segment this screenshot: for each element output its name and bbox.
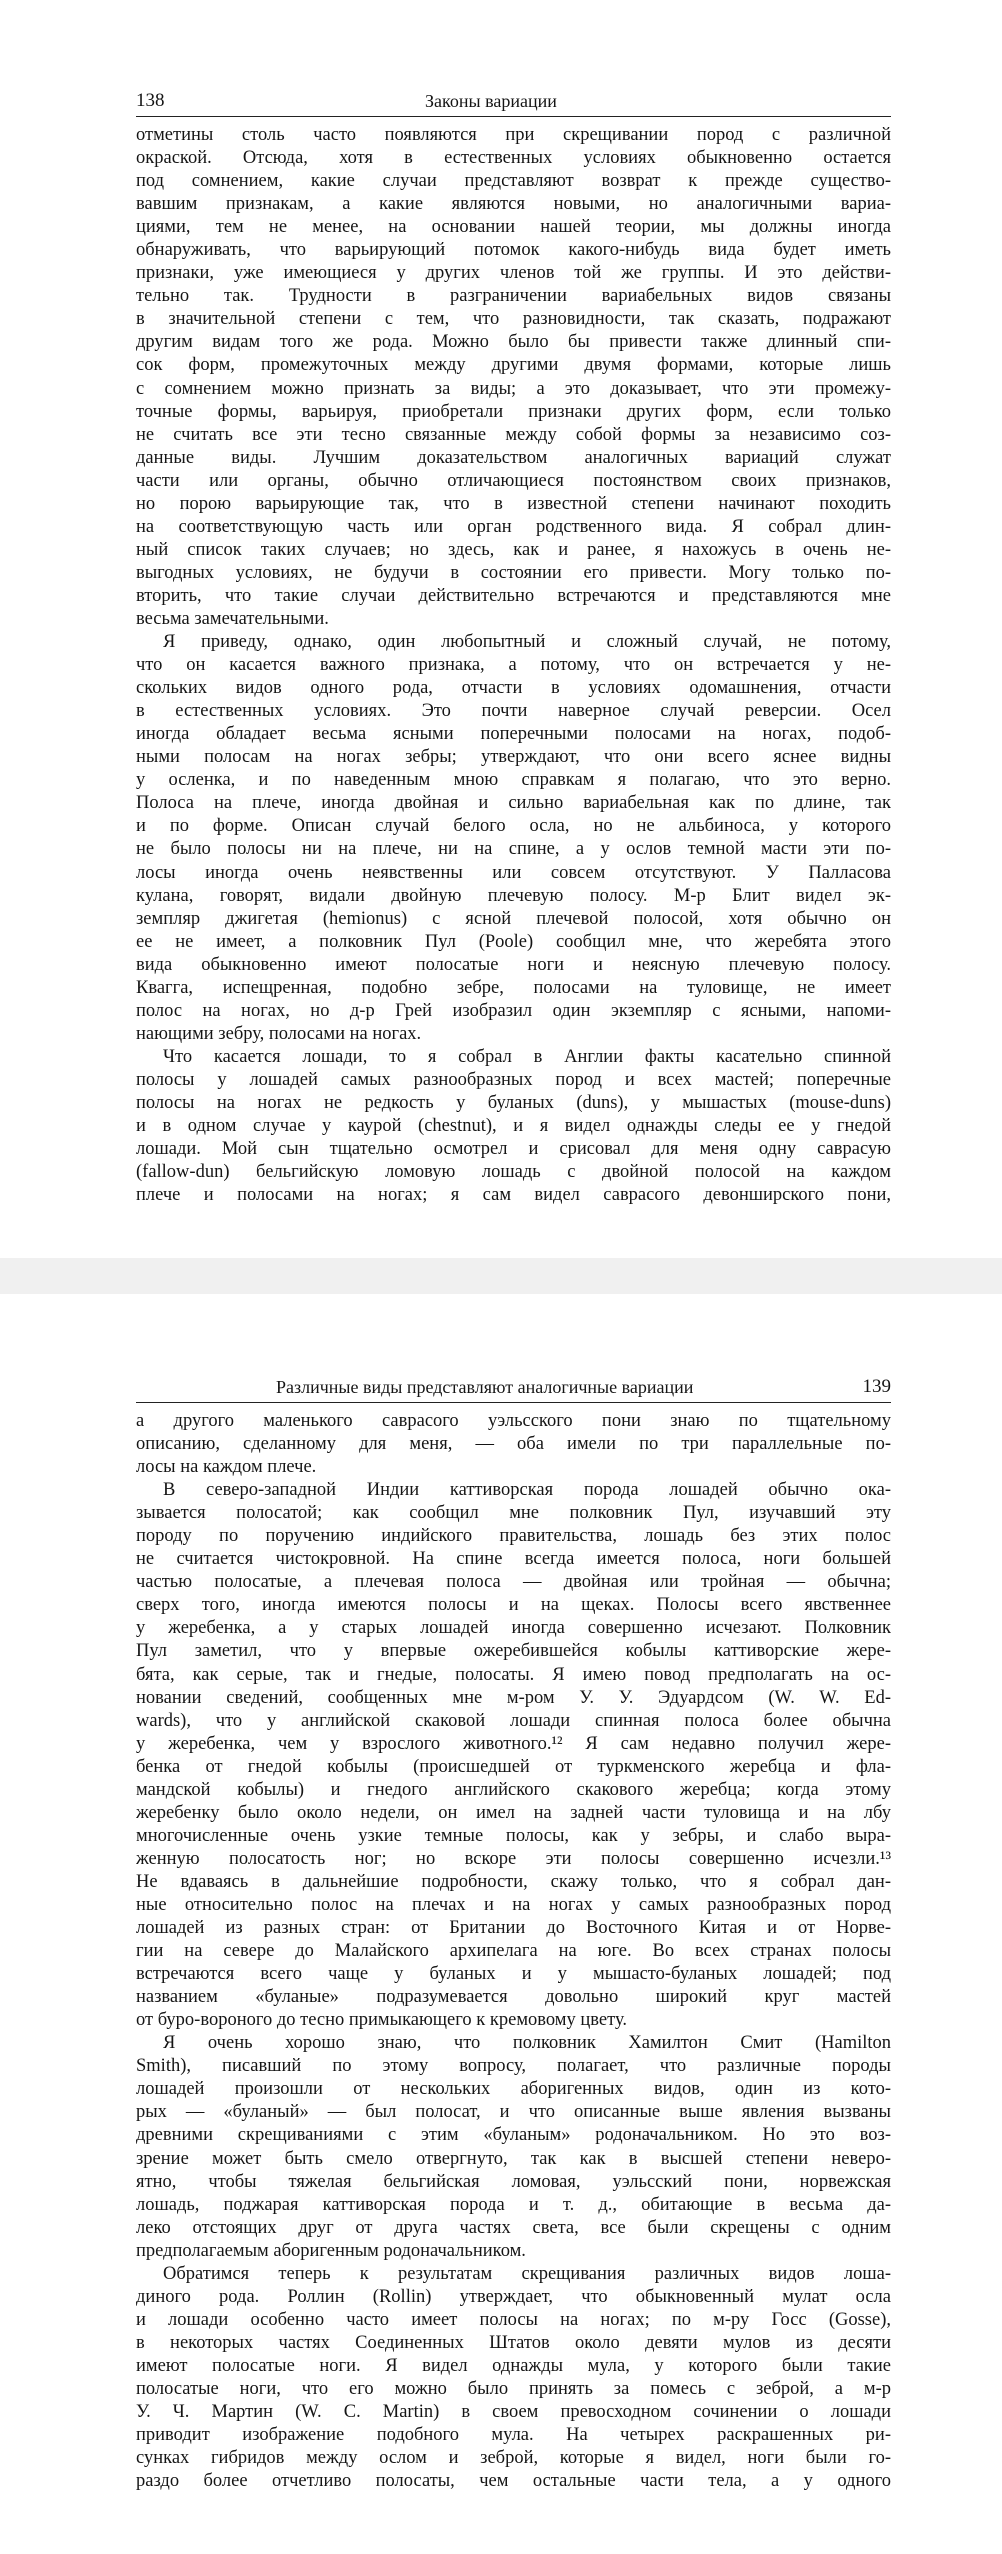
text-line: вторить, что такие случаи действительно встречаются и представляются мне: [136, 585, 891, 606]
text-line: Что касается лошади, то я собрал в Англии факты касательно спинной: [163, 1046, 891, 1067]
text-line: новании сведений, сообщенных мне м-ром У. У. Эдуардсом (W. W. Ed-: [136, 1687, 891, 1708]
text-line: скольких видов одного рода, отчасти в условиях одомашнения, отчасти: [136, 678, 891, 699]
text-line: описанию, сделанному для меня, — оба имели по три параллельные по-: [136, 1434, 891, 1455]
text-line: лосы иногда очень неявственны или совсем отсутствуют. У Палласова: [136, 862, 891, 883]
text-line: диного рода. Роллин (Rollin) утверждает, что обыкновенный мулат осла: [136, 2286, 891, 2307]
book-page-139: [0, 1294, 1002, 2554]
text-line: леко отстоящих друг от друга частях света, все были скрещены с одним: [136, 2217, 891, 2238]
text-line: точные формы, варьируя, приобретали признаки других форм, если только: [136, 401, 891, 422]
text-line: сверх того, иногда имеются полосы и на щеках. Полосы всего явственнее: [136, 1595, 891, 1616]
text-line: Обратимся теперь к результатам скрещивания различных видов лоша-: [163, 2263, 891, 2284]
book-page-138: [0, 0, 1002, 1258]
text-line: мандской кобылы) и гнедого английского скакового жеребца; когда этому: [136, 1779, 891, 1800]
text-line: что он касается важного признака, а потому, что он встречается у не-: [136, 655, 891, 676]
paragraph: [136, 124, 891, 631]
text-line: полос на ногах, но д-р Грей изобразил один экземпляр с ясными, напоми-: [136, 1000, 891, 1021]
text-line: ными полосам на ногах зебры; утверждают, что они всего яснее видны: [136, 747, 891, 768]
text-line: частью полосатые, а плечевая полоса — двойная или тройная — обычна;: [136, 1572, 891, 1593]
text-line: бенка от гнедой кобылы (происшедшей от туркменского жеребца и фла-: [136, 1756, 891, 1777]
text-line: в некоторых частях Соединенных Штатов около девяти мулов из десяти: [136, 2332, 891, 2353]
text-line: зрение может быть смело отвергнуто, так как в высшей степени неверо-: [136, 2148, 891, 2169]
text-line: многочисленные очень узкие темные полосы, как у зебры, и слабо выра-: [136, 1825, 891, 1846]
text-line: приводит изображение подобного мула. На четырех раскрашенных ри-: [136, 2425, 891, 2446]
text-line: полосатые ноги, что его можно было принять за помесь с зеброй, а м-р: [136, 2378, 891, 2399]
text-line: раздо более отчетливо полосаты, чем остальные части тела, а у одного: [136, 2471, 891, 2492]
running-header: [136, 1374, 891, 1403]
text-line: Smith), писавший по этому вопросу, полагает, что различные породы: [136, 2056, 891, 2077]
page-body: [136, 124, 891, 1207]
text-line: лошадь, поджарая каттиворская порода и т. д., обитающие в весьма да-: [136, 2194, 891, 2215]
text-line: (fallow-dun) бельгийскую ломовую лошадь с двойной полосой на каждом: [136, 1162, 891, 1183]
text-line: и лошади особенно часто имеет полосы на ногах; по м-ру Госс (Gosse),: [136, 2309, 891, 2330]
paragraph: [136, 2263, 891, 2493]
text-line: циями, тем не менее, на основании нашей теории, мы должны иногда: [136, 217, 891, 238]
page-number: 139: [862, 1376, 891, 1397]
text-line: плече и полосами на ногах; я сам видел саврасого девонширского пони,: [136, 1185, 891, 1206]
text-line: вида обыкновенно имеют полосатые ноги и неясную плечевую полосу.: [136, 954, 891, 975]
text-line: гии на севере до Малайского архипелага на юге. Во всех странах полосы: [136, 1941, 891, 1962]
text-line: кулана, говорят, видали двойную плечевую полосу. М-р Блит видел эк-: [136, 885, 891, 906]
text-line: Я приведу, однако, один любопытный и сложный случай, не потому,: [163, 632, 891, 653]
text-line: предполагаемым аборигенным родоначальником.: [136, 2240, 526, 2261]
text-line: Я очень хорошо знаю, что полковник Хамилтон Смит (Hamilton: [163, 2033, 891, 2054]
text-line: Квагга, испещренная, подобно зебре, полосами на туловище, не имеет: [136, 977, 891, 998]
text-line: Не вдаваясь в дальнейшие подробности, скажу только, что я собрал дан-: [136, 1871, 891, 1892]
text-line: лосы на каждом плече.: [136, 1457, 317, 1478]
page-body: [136, 1410, 891, 2493]
text-line: древними скрещиваниями с этим «буланым» родоначальником. Но это воз-: [136, 2125, 891, 2146]
text-line: не считается чистокровной. На спине всегда имеется полоса, ноги большей: [136, 1549, 891, 1570]
paragraph: [136, 1479, 891, 2032]
text-line: полосы на ногах не редкость у буланых (duns), у мышастых (mouse-duns): [136, 1092, 891, 1113]
text-line: обнаруживать, что варьирующий потомок какого-нибудь вида будет иметь: [136, 240, 891, 261]
text-line: встречаются всего чаще у буланых и у мышасто-буланых лошадей; под: [136, 1964, 891, 1985]
text-line: не считать все эти тесно связанные между собой формы за независимо соз-: [136, 424, 891, 445]
text-line: названием «буланые» подразумевается довольно широкий круг мастей: [136, 1987, 891, 2008]
text-line: лошади. Мой сын тщательно осмотрел и срисовал для меня одну саврасую: [136, 1139, 891, 1160]
text-line: у жеребенка, а у старых лошадей иногда совершенно исчезают. Полковник: [136, 1618, 891, 1639]
running-title: Различные виды представляют аналогичные вариации: [276, 1377, 694, 1397]
text-line: части или органы, обычно отличающиеся постоянством своих признаков,: [136, 470, 891, 491]
text-line: жеребенку было около недели, он имел на задней части туловища и на лбу: [136, 1802, 891, 1823]
text-line: У. Ч. Мартин (W. C. Martin) в своем превосходном сочинении о лошади: [136, 2402, 891, 2423]
page-number: 138: [136, 90, 165, 111]
text-line: ные относительно полос на плечах и на ногах у самых разнообразных пород: [136, 1894, 891, 1915]
text-line: ятно, чтобы тяжелая бельгийская ломовая, уэльсский пони, норвежская: [136, 2171, 891, 2192]
text-line: сунках гибридов между ослом и зеброй, которые я видел, ноги были го-: [136, 2448, 891, 2469]
text-line: ный список таких случаев; но здесь, как и ранее, я нахожусь в очень не-: [136, 539, 891, 560]
text-line: женную полосатость ног; но вскоре эти полосы совершенно исчезли.¹³: [136, 1848, 891, 1869]
running-header: [136, 88, 891, 117]
text-line: лошадей произошли от нескольких аборигенных видов, один из кото-: [136, 2079, 891, 2100]
text-line: в значительной степени с тем, что разновидности, так сказать, подражают: [136, 309, 891, 330]
text-line: с сомнением можно признать за виды; а это доказывает, что эти промежу-: [136, 378, 891, 399]
text-line: но порою варьирующие так, что в известной степени начинают походить: [136, 493, 891, 514]
paragraph: [136, 1046, 891, 1207]
text-line: другим видам того же рода. Можно было бы привести также длинный спи-: [136, 332, 891, 353]
text-line: зывается полосатой; как сообщил мне полковник Пул, изучавший эту: [136, 1503, 891, 1524]
text-line: в естественных условиях. Это почти наверное случай реверсии. Осел: [136, 701, 891, 722]
text-line: иногда обладает весьма ясными поперечными полосами на ногах, подоб-: [136, 724, 891, 745]
text-line: данные виды. Лучшим доказательством аналогичных вариаций служат: [136, 447, 891, 468]
text-line: тельно так. Трудности в разграничении вариабельных видов связаны: [136, 286, 891, 307]
text-line: под сомнением, какие случаи представляют возврат к прежде существо-: [136, 171, 891, 192]
running-title: Законы вариации: [425, 91, 557, 111]
text-line: Полоса на плече, иногда двойная и сильно вариабельная как по длине, так: [136, 793, 891, 814]
paragraph: [136, 1410, 891, 1479]
text-line: и в одном случае у каурой (chestnut), и я видел однажды следы ее у гнедой: [136, 1116, 891, 1137]
text-line: выгодных условиях, не будучи в состоянии его привести. Могу только по-: [136, 562, 891, 583]
text-line: В северо-западной Индии каттиворская порода лошадей обычно ока-: [163, 1480, 891, 1501]
text-line: породу по поручению индийского правительства, лошадь без этих полос: [136, 1526, 891, 1547]
text-line: отметины столь часто появляются при скрещивании пород с различной: [136, 125, 891, 145]
text-line: и по форме. Описан случай белого осла, но не альбиноса, у которого: [136, 816, 891, 837]
text-line: земпляр джигетая (hemionus) с ясной плечевой полосой, хотя обычно он: [136, 908, 891, 929]
text-line: лошадей из разных стран: от Британии до Восточного Китая и от Норве-: [136, 1918, 891, 1939]
text-line: вавшим признакам, а какие являются новыми, но аналогичными вариа-: [136, 194, 891, 215]
text-line: признаки, уже имеющиеся у других членов той же группы. И это действи-: [136, 263, 891, 284]
paragraph: [136, 2032, 891, 2262]
text-line: рых — «буланый» — был полосат, и что описанные выше явления вызваны: [136, 2102, 891, 2123]
text-line: на соответствующую часть или орган родственного вида. Я собрал длин-: [136, 516, 891, 537]
text-line: от буро-вороного до тесно примыкающего к кремовому цвету.: [136, 2010, 627, 2031]
text-line: нающими зебру, полосами на ногах.: [136, 1023, 422, 1044]
text-line: ее не имеет, а полковник Пул (Poole) сообщил мне, что жеребята этого: [136, 931, 891, 952]
text-line: полосы у лошадей самых разнообразных пород и всех мастей; поперечные: [136, 1069, 891, 1090]
text-line: wards), что у английской скаковой лошади спинная полоса более обычна: [136, 1710, 891, 1731]
text-line: а другого маленького саврасого уэльсского пони знаю по тщательному: [136, 1411, 891, 1431]
paragraph: [136, 631, 891, 1046]
text-line: бята, как серые, так и гнедые, полосаты. Я имею повод предполагать на ос-: [136, 1664, 891, 1685]
text-line: у жеребенка, чем у взрослого животного.¹² Я сам недавно получил жере-: [136, 1733, 891, 1754]
text-line: не было полосы ни на плече, ни на спине, а у ослов темной масти эти по-: [136, 839, 891, 860]
text-line: окраской. Отсюда, хотя в естественных условиях обыкновенно остается: [136, 148, 891, 169]
text-line: имеют полосатые ноги. Я видел однажды мула, у которого были такие: [136, 2355, 891, 2376]
text-line: Пул заметил, что у впервые ожеребившейся кобылы каттиворские жере-: [136, 1641, 891, 1662]
text-line: весьма замечательными.: [136, 608, 329, 629]
text-line: у осленка, и по наведенным мною справкам я полагаю, что это верно.: [136, 770, 891, 791]
text-line: сок форм, промежуточных между другими двумя формами, которые лишь: [136, 355, 891, 376]
